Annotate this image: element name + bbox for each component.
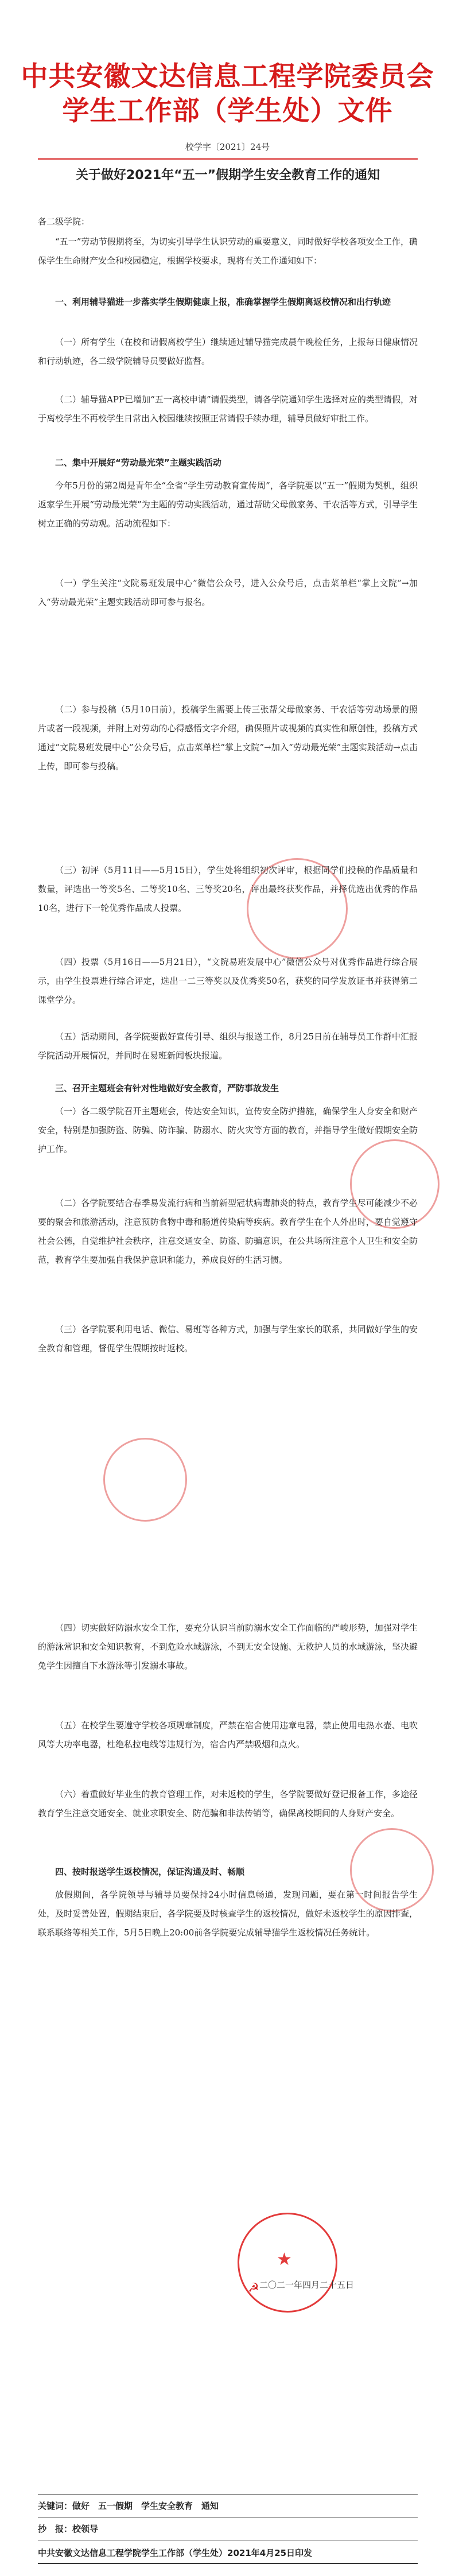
footer-divider xyxy=(38,2563,418,2564)
section-heading: 二、集中开展好“劳动最光荣”主题实践活动 xyxy=(55,457,221,468)
issuer-line: 中共安徽文达信息工程学院学生工作部（学生处）2021年4月25日印发 xyxy=(38,2548,313,2558)
paragraph: （三）初评（5月11日——5月15日），学生处将组织初次评审，根据同学们投稿的作品质量和数量，评选出一等奖5名、二等奖10名、三等奖20名，评出最终获奖作品，并择优选出优秀的作品10名，进行下一轮优秀作品成人投票。 xyxy=(38,865,418,913)
paragraph: （六）着重做好毕业生的教育管理工作，对未返校的学生，各学院要做好登记报备工作，多途径教育学生注意交通安全、就业求职安全、防范骗和非法传销等，确保离校期间的人身财产安全。 xyxy=(38,1789,418,1818)
cc-line: 抄 报：校领导 xyxy=(38,2524,99,2534)
paragraph: （二）各学院要结合春季易发流行病和当前新型冠状病毒肺炎的特点，教育学生尽可能减少不必要的聚会和旅游活动，注意预防食物中毒和肠道传染病等疾病。教育学生在个人外出时，要自觉遵守社会公德，自觉维护社会秩序，注意交通安全、防盗、防骗意识，在公共场所注意个人卫生和安全防范，教育学生要加强自我保护意识和能力，养成良好的生活习惯。 xyxy=(38,1198,418,1265)
paragraph: （四）切实做好防溺水安全工作，要充分认识当前防溺水安全工作面临的严峻形势，加强对学生的游泳常识和安全知识教育，不到危险水域游泳，不到无安全设施、无救护人员的水域游泳，坚决避免学生因擅自下水游泳等引发溺水事故。 xyxy=(38,1623,418,1671)
paragraph: （五）活动期间，各学院要做好宣传引导、组织与报送工作，8月25日前在辅导员工作群中汇报学院活动开展情况，并同时在易班新闻板块报道。 xyxy=(38,1031,418,1061)
paragraph: （一）各二级学院召开主题班会，传达安全知识，宣传安全防护措施，确保学生人身安全和财产安全，特别是加强防盗、防骗、防诈骗、防溺水、防火灾等方面的教育，并指导学生做好假期安全防护工作。 xyxy=(38,1106,418,1154)
star-icon: ★ xyxy=(277,2249,292,2269)
paragraph: （一）所有学生（在校和请假离校学生）继续通过辅导猫完成晨午晚检任务，上报每日健康情况和行动轨迹，各二级学院辅导员要做好监督。 xyxy=(38,337,418,366)
paragraph: 今年5月份的第2周是青年全“全省“学生劳动教育宣传周”，各学院要以“五一”假期为契机，组织返家学生开展“劳动最光荣”为主题的劳动实践活动，通过帮助父母做家务、干农活等方式，引导学生树立正确的劳动观。活动流程如下： xyxy=(38,480,418,529)
org-title-line2: 学生工作部（学生处）文件 xyxy=(62,95,393,127)
paragraph: （二）参与投稿（5月10日前），投稿学生需要上传三张帮父母做家务、干农活等劳动场景的照片或者一段视频，并附上对劳动的心得感悟文字介绍，确保照片或视频的真实性和原创性，投稿方式通过“文院易班发展中心”公众号后，点击菜单栏“掌上文院”→加入“劳动最光荣”主题实践活动→点击上传，即可参与投稿。 xyxy=(38,704,418,771)
paragraph: （一）学生关注“文院易班发展中心”微信公众号，进入公众号后，点击菜单栏“掌上文院”→加入“劳动最光荣”主题实践活动即可参与报名。 xyxy=(38,578,418,607)
red-divider xyxy=(38,158,418,160)
paragraph: （三）各学院要利用电话、微信、易班等各种方式，加强与学生家长的联系，共同做好学生的安全教育和管理，督促学生假期按时返校。 xyxy=(38,1324,418,1353)
keywords-line: 关键词：做好 五一假期 学生安全教育 通知 xyxy=(38,2501,219,2511)
official-stamp xyxy=(238,2213,337,2313)
section-heading: 三、召开主题班会有针对性地做好安全教育，严防事故发生 xyxy=(55,1083,279,1093)
signing-date: 二〇二一年四月二十五日 xyxy=(259,2280,355,2290)
document-title: 关于做好2021年“五一”假期学生安全教育工作的通知 xyxy=(75,168,380,183)
party-emblem-icon: ☭ xyxy=(248,2281,259,2295)
watermark-seal xyxy=(103,1438,187,1522)
salutation: 各二级学院： xyxy=(38,216,90,227)
section-heading: 一、利用辅导猫进一步落实学生假期健康上报，准确掌握学生假期离返校情况和出行轨迹 xyxy=(55,297,391,307)
document-number: 校学字〔2021〕24号 xyxy=(185,142,270,152)
paragraph: （五）在校学生要遵守学校各项规章制度，严禁在宿舍使用违章电器，禁止使用电热水壶、电吹风等大功率电器，杜绝私拉电线等违规行为，宿舍内严禁吸烟和点火。 xyxy=(38,1720,418,1749)
section-heading: 四、按时报送学生返校情况，保证沟通及时、畅顺 xyxy=(55,1867,245,1877)
paragraph: （二）辅导猫APP已增加“五一离校申请”请假类型，请各学院通知学生选择对应的类型请假，对于离校学生不再校学生日常出入校园继续按照正常请假手续办理，辅导员做好审批工作。 xyxy=(38,394,418,424)
paragraph: 放假期间，各学院领导与辅导员要保持24小时信息畅通，发现问题，要在第一时间报告学生处，及时妥善处置，假期结束后，各学院要及时核查学生的返校情况，做好未返校学生的原因排查，联系联络等相关工作，5月5日晚上20:00前各学院要完成辅导猫学生返校情况任务统计。 xyxy=(38,1890,418,1938)
paragraph: （四）投票（5月16日——5月21日），“文院易班发展中心”微信公众号对优秀作品进行综合展示，由学生投票进行综合评定，选出一二三等奖以及优秀奖50名，获奖的同学发放证书并获得第二课堂学分。 xyxy=(38,957,418,1005)
org-title-line1: 中共安徽文达信息工程学院委员会 xyxy=(21,61,434,92)
paragraph: “五一”劳动节假期将至，为切实引导学生认识劳动的重要意义，同时做好学校各项安全工作，确保学生生命财产安全和校园稳定，根据学校要求，现将有关工作通知如下： xyxy=(38,236,418,266)
